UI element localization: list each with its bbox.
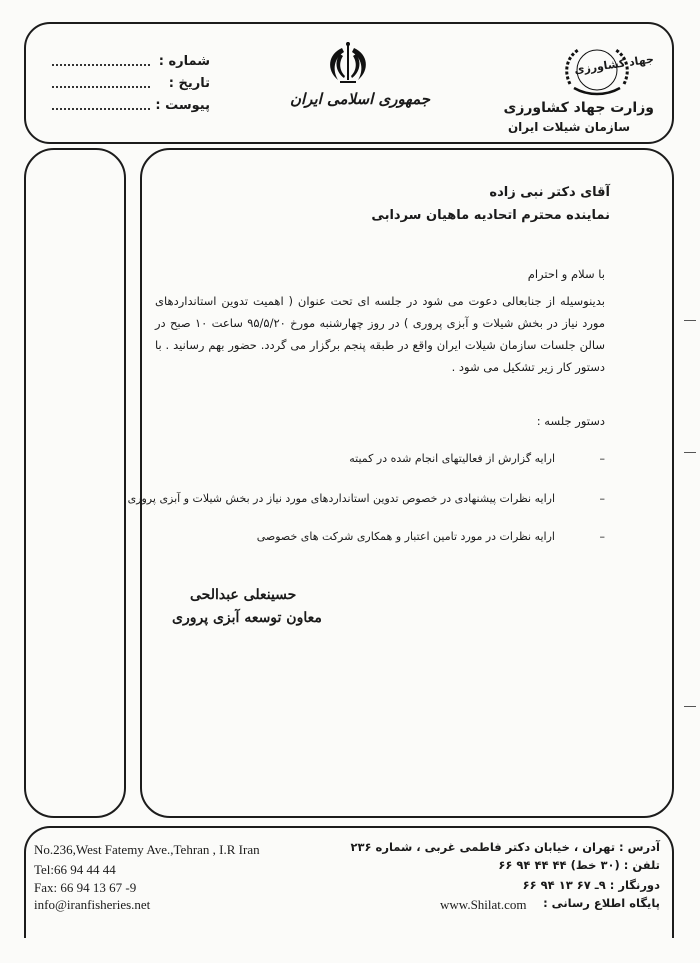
footer-en-address: No.236,West Fatemy Ave.,Tehran , I.R Iran — [34, 842, 260, 857]
ministry-name: وزارت جهاد کشاورزی — [503, 100, 654, 116]
footer-fa-tel: تلفن : (۳۰ خط) ۴۴ ۴۴ ۹۴ ۶۶ — [498, 858, 660, 872]
republic-title: جمهوری اسلامی ایران — [290, 90, 431, 108]
iran-emblem-icon — [318, 40, 378, 86]
signer-name: حسینعلی عبدالحی — [190, 587, 297, 603]
recipient-name: آقای دکتر نبی زاده — [489, 185, 610, 200]
agenda-item — [175, 530, 605, 550]
page-edge-mark — [684, 320, 696, 321]
recipient-title: نماینده محترم اتحادیه ماهیان سردابی — [371, 208, 610, 223]
footer-website: www.Shilat.com — [440, 897, 527, 912]
agenda-bullet: – — [599, 492, 605, 505]
agenda-bullet: – — [599, 530, 605, 543]
side-margin-frame — [24, 148, 126, 818]
attachment-dots — [52, 108, 150, 110]
attachment-label: پیوست : — [155, 98, 210, 113]
signer-title: معاون توسعه آبزی پروری — [172, 610, 322, 626]
footer-en-email: info@iranfisheries.net — [34, 897, 151, 912]
page-edge-mark — [684, 452, 696, 453]
agenda-item-text: ارایه گزارش از فعالیتهای انجام شده در کمیته — [349, 452, 555, 465]
letter-number-label: شماره : — [158, 54, 210, 69]
footer-en-tel: Tel:66 94 44 44 — [34, 862, 116, 877]
footer-fa-address: آدرس : تهران ، خیابان دکتر فاطمی غربی ، شماره ۲۳۶ — [350, 840, 660, 854]
organization-name: سازمان شیلات ایران — [507, 120, 630, 134]
greeting: با سلام و احترام — [527, 267, 605, 281]
footer-fa-fax: دورنگار : ۹ـ ۶۷ ۱۳ ۹۴ ۶۶ — [522, 878, 660, 892]
letter-date-dots — [52, 86, 150, 88]
letter-body-frame — [140, 148, 674, 818]
letter-number-dots — [52, 64, 150, 66]
footer-fa-site-label: پایگاه اطلاع رسانی : — [543, 896, 660, 910]
logo-text: جهاد کشاورزی — [573, 52, 655, 77]
agenda-title: دستور جلسه : — [536, 414, 605, 428]
footer-en-fax: Fax: 66 94 13 67 -9 — [34, 880, 137, 895]
agenda-item — [175, 452, 605, 472]
agenda-bullet: – — [599, 452, 605, 465]
page-edge-mark — [684, 706, 696, 707]
agenda-item — [127, 492, 605, 512]
agenda-item-text: ارایه نظرات پیشنهادی در خصوص تدوین استانداردهای مورد نیاز در بخش شیلات و آبزی پروری — [127, 492, 555, 505]
invitation-paragraph: بدینوسیله از جنابعالی دعوت می شود در جلسه ای تحت عنوان ( اهمیت تدوین استانداردهای مورد نیاز در بخش شیلات و آبزی پروری ) در روز چهارشنبه مورخ ۹۵/۵/۲۰ ساعت ۱۰ صبح در سالن جلسات سازمان شیلات ایران واقع در طبقه پنجم برگزار می گردد. حضور بهم رسانید . با دستور کار زیر تشکیل می شود . — [155, 294, 605, 374]
letter-date-label: تاریخ : — [168, 76, 210, 91]
agenda-item-text: ارایه نظرات در مورد تامین اعتبار و همکاری شرکت های خصوصی — [256, 530, 555, 543]
